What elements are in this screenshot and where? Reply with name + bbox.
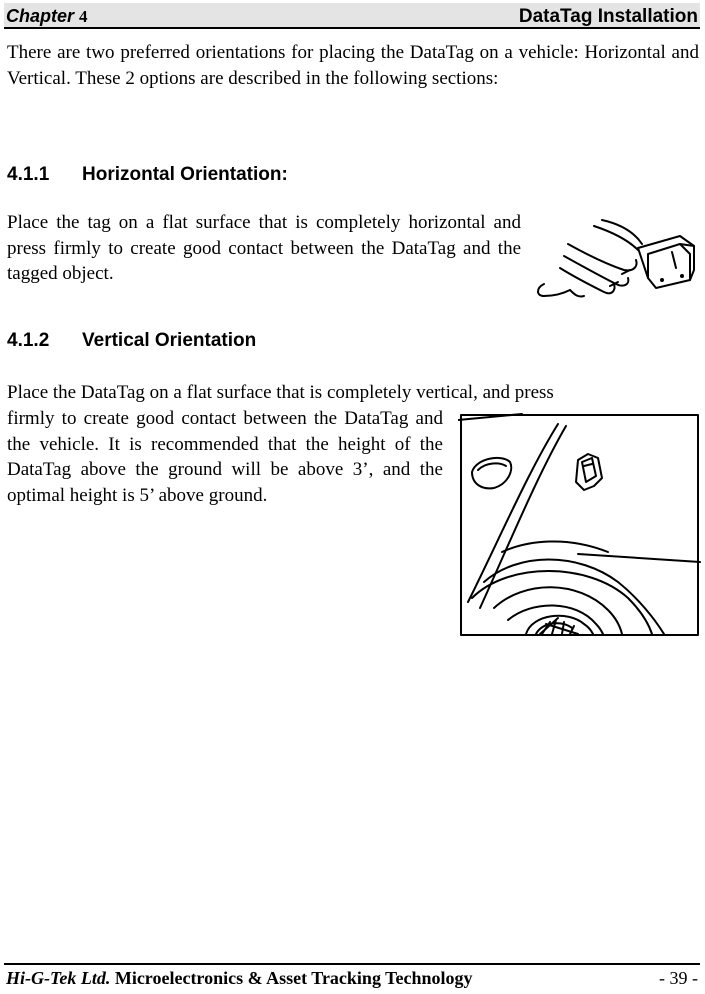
section-number: 4.1.2 bbox=[7, 330, 50, 351]
section-heading-horizontal bbox=[7, 164, 288, 186]
footer-rule bbox=[4, 963, 700, 965]
page-footer bbox=[6, 968, 698, 989]
horizontal-paragraph: Place the tag on a flat surface that is completely horizontal and press firmly to create good contact between the DataTag and the tagged object. bbox=[7, 212, 521, 284]
chapter-number: 4 bbox=[79, 7, 88, 26]
page-number: - 39 - bbox=[659, 968, 698, 988]
hand-pressing-tag-illustration bbox=[530, 210, 705, 305]
vertical-paragraph-line1: Place the DataTag on a flat surface that is completely vertical, and press bbox=[7, 382, 554, 403]
section-title-text: Horizontal Orientation: bbox=[82, 164, 288, 185]
chapter-label bbox=[6, 6, 88, 27]
section-heading-vertical bbox=[7, 330, 256, 352]
chapter-word: Chapter bbox=[6, 6, 75, 26]
section-title: DataTag Installation bbox=[518, 6, 698, 27]
footer-tagline: Microelectronics & Asset Tracking Technology bbox=[114, 968, 473, 988]
intro-paragraph: There are two preferred orientations for placing the DataTag on a vehicle: Horizontal and Vertical. These 2 options are described in the following sections: bbox=[7, 42, 699, 89]
vertical-paragraph: firmly to create good contact between the DataTag and the vehicle. It is recommended that the height of the DataTag above the ground will be above 3’, and the optimal height is 5’ above ground. bbox=[7, 408, 443, 506]
section-number: 4.1.1 bbox=[7, 164, 50, 185]
vehicle-tag-illustration bbox=[458, 412, 701, 638]
footer-company: Hi-G-Tek Ltd. bbox=[6, 968, 111, 988]
section-title-text: Vertical Orientation bbox=[82, 330, 257, 351]
page-header bbox=[4, 3, 700, 29]
